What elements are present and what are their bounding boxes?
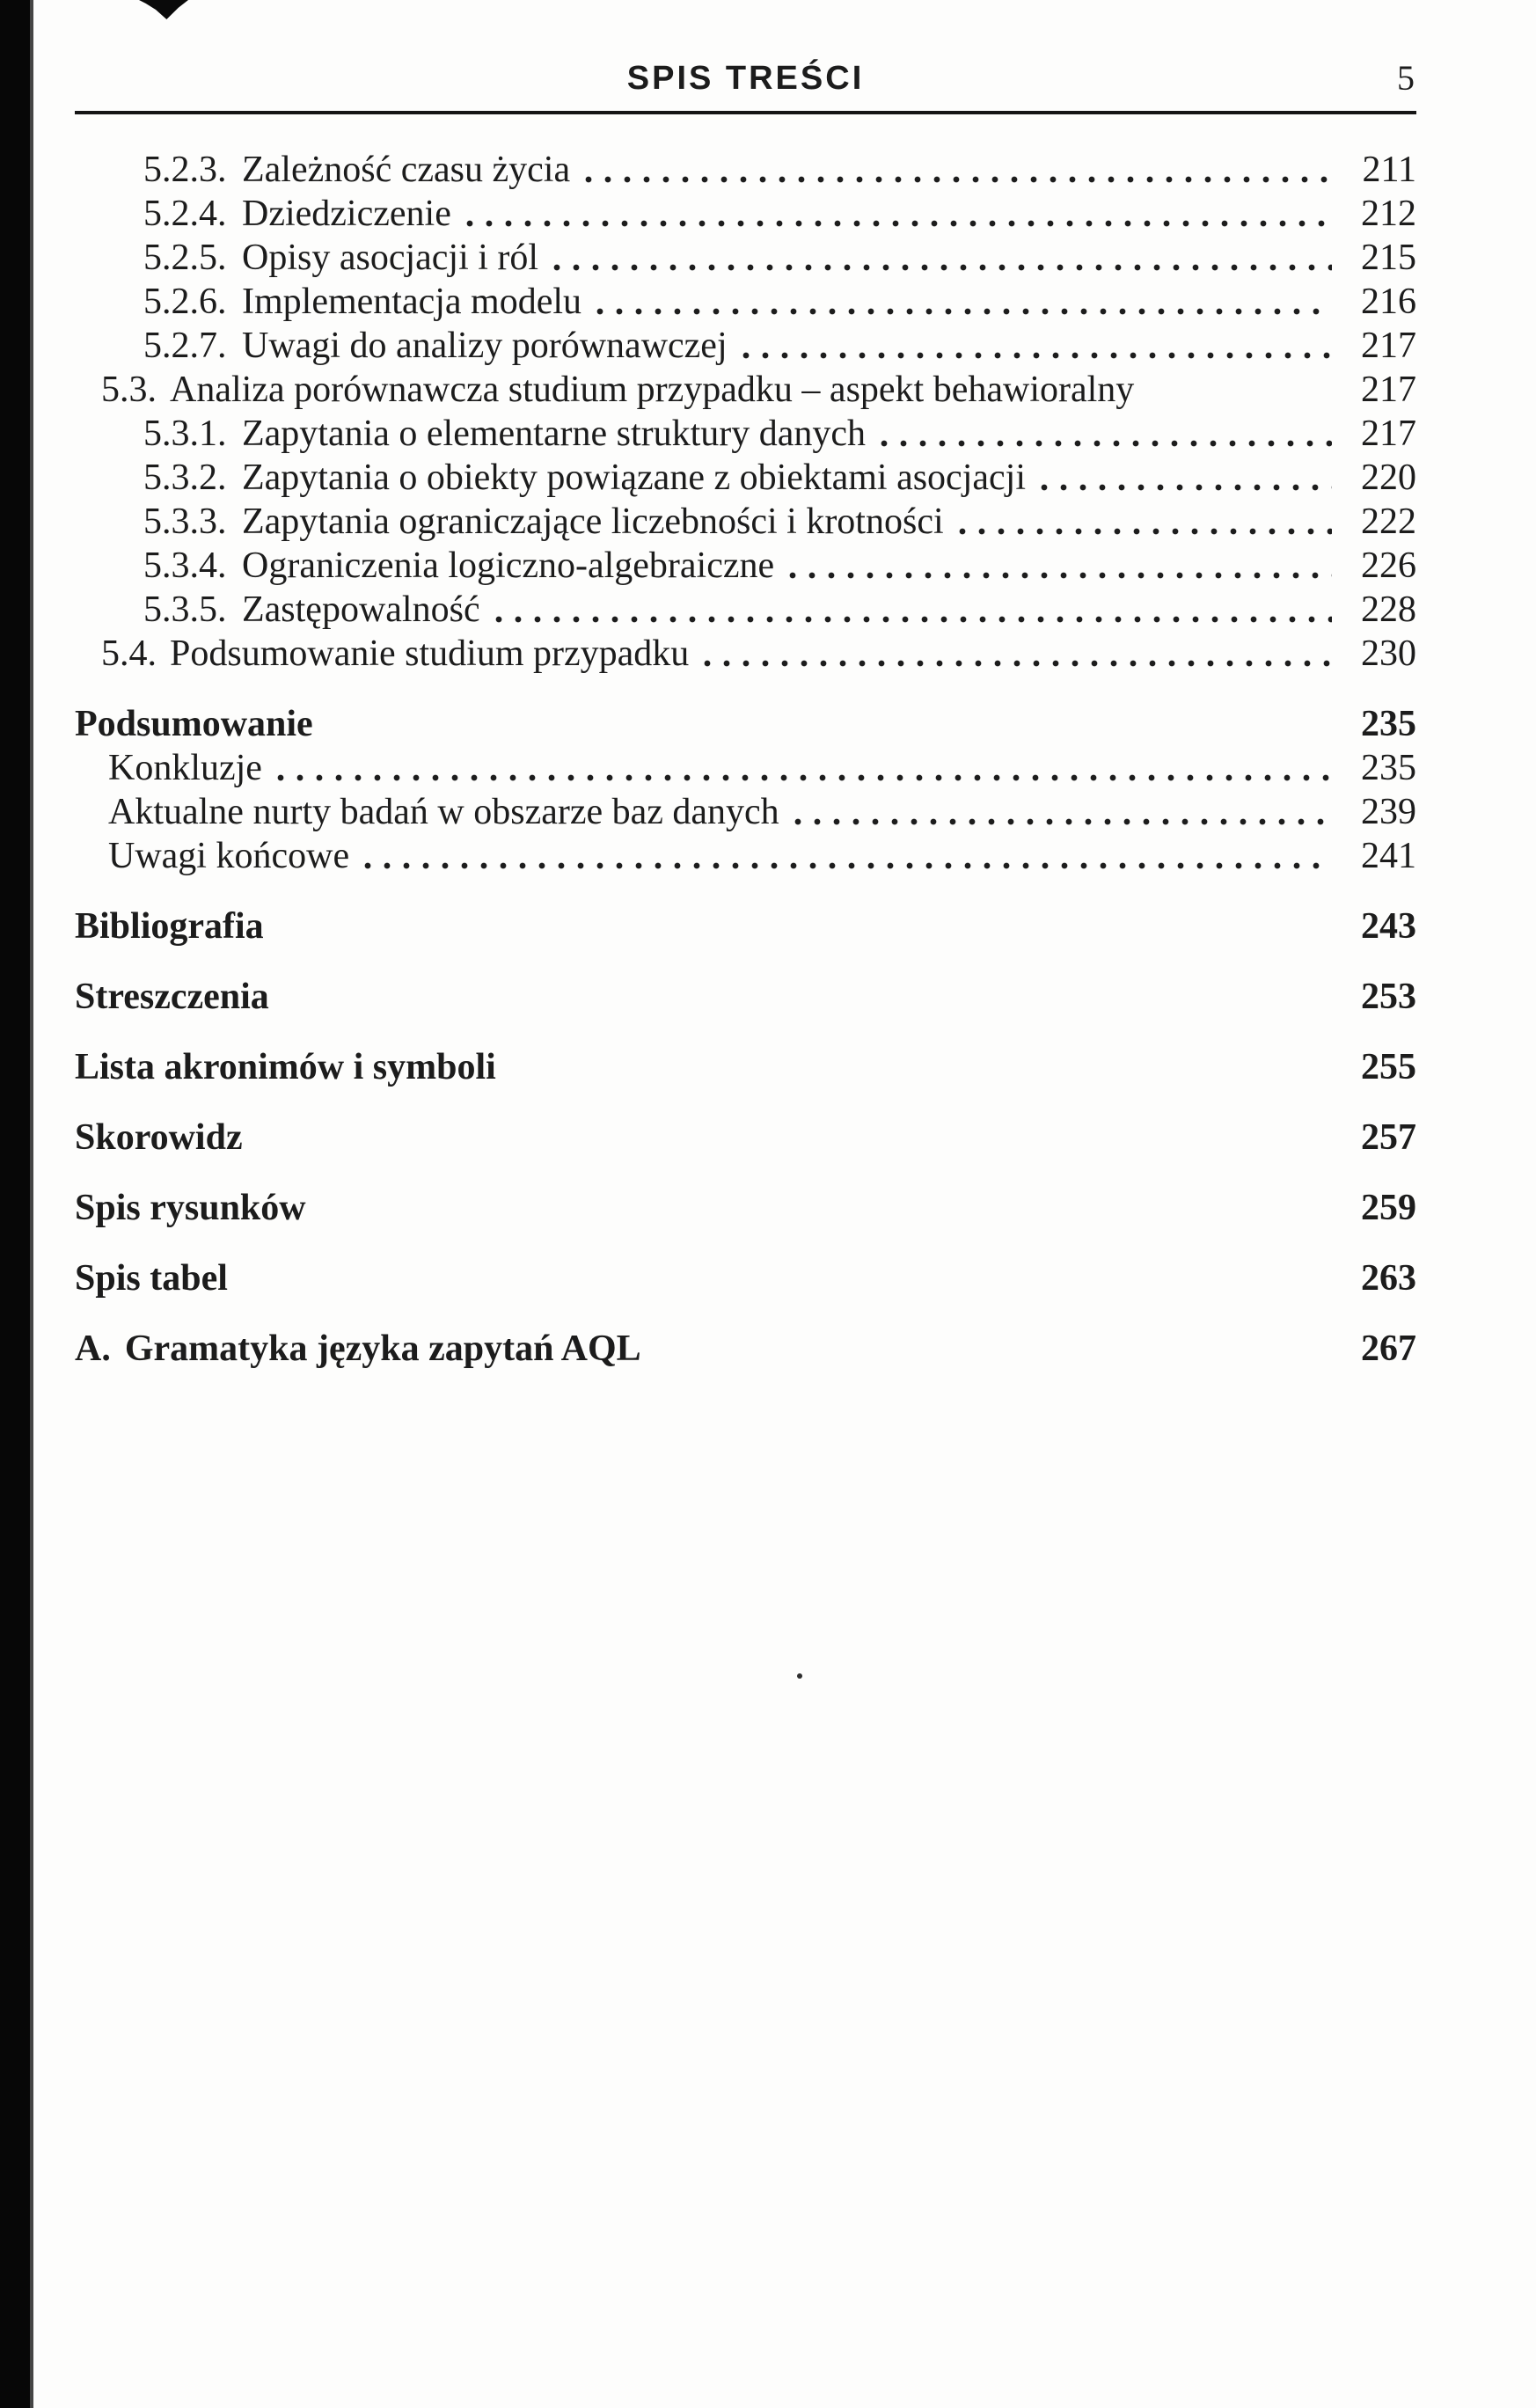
entry-title: Implementacja modelu: [242, 282, 582, 322]
entry-page: 243: [1361, 906, 1416, 947]
toc-row: [75, 702, 1416, 746]
toc-row: [75, 904, 1416, 948]
entry-page: 220: [1361, 457, 1416, 498]
toc-row: [75, 790, 1416, 834]
dotted-leader: [460, 192, 1332, 236]
entry-number: 5.2.6.: [143, 282, 227, 322]
entry-number: 5.3.2.: [143, 457, 227, 498]
entry-title: Zastępowalność: [242, 589, 480, 630]
entry-page: 235: [1361, 704, 1416, 744]
entry-page: 257: [1361, 1117, 1416, 1158]
dotted-leader: [874, 412, 1332, 456]
scan-edge-bar: [0, 0, 30, 2408]
dotted-leader: [278, 975, 1332, 1019]
entry-page: 235: [1361, 748, 1416, 788]
toc-row: [75, 632, 1416, 676]
toc-row: [75, 588, 1416, 632]
toc-row: [75, 834, 1416, 878]
toc-row: [75, 500, 1416, 544]
entry-page: 241: [1361, 836, 1416, 876]
dotted-leader: [315, 1186, 1332, 1230]
entry-title: Podsumowanie: [75, 704, 313, 744]
dotted-leader: [252, 1116, 1332, 1160]
entry-page: 255: [1361, 1047, 1416, 1087]
dotted-leader: [273, 904, 1332, 948]
entry-page: 226: [1361, 545, 1416, 586]
entry-number: 5.2.5.: [143, 238, 227, 278]
entry-title: Lista akronimów i symboli: [75, 1047, 496, 1087]
header-page-number: 5: [1397, 58, 1415, 98]
entry-number: 5.4.: [101, 633, 157, 674]
toc-row: [75, 236, 1416, 280]
dotted-leader: [579, 148, 1332, 192]
toc-row: [75, 324, 1416, 368]
entry-number: 5.3.4.: [143, 545, 227, 586]
entry-number: 5.2.4.: [143, 194, 227, 234]
entry-page: 253: [1361, 977, 1416, 1017]
entry-page: 222: [1361, 501, 1416, 542]
entry-title: Zapytania o obiekty powiązane z obiektami asocjacji: [242, 457, 1026, 498]
toc-row: [75, 1256, 1416, 1300]
toc-row: [75, 746, 1416, 790]
toc-row: [75, 368, 1416, 412]
entry-number: 5.2.7.: [143, 326, 227, 366]
entry-page: 228: [1361, 589, 1416, 630]
entry-page: 215: [1361, 238, 1416, 278]
toc-row: [75, 1045, 1416, 1089]
dotted-leader: [271, 746, 1332, 790]
entry-number: 5.3.1.: [143, 414, 227, 454]
entry-number: 5.3.3.: [143, 501, 227, 542]
entry-title: Podsumowanie studium przypadku: [170, 633, 690, 674]
scan-speck: [797, 1673, 802, 1679]
dotted-leader: [788, 790, 1332, 834]
entry-title: Bibliografia: [75, 906, 264, 947]
entry-page: 259: [1361, 1188, 1416, 1228]
entry-title: Spis tabel: [75, 1258, 228, 1299]
toc-row: [75, 1327, 1416, 1371]
entry-number: 5.2.3.: [143, 150, 227, 190]
toc-row: [75, 456, 1416, 500]
entry-page: 217: [1361, 326, 1416, 366]
dotted-leader: [650, 1327, 1332, 1371]
page-header: [75, 56, 1416, 114]
entry-number: 5.3.5.: [143, 589, 227, 630]
entry-page: 263: [1361, 1258, 1416, 1299]
toc-row: [75, 975, 1416, 1019]
entry-page: 217: [1361, 414, 1416, 454]
entry-title: Opisy asocjacji i ról: [242, 238, 539, 278]
toc-row: [75, 1116, 1416, 1160]
toc-row: [75, 544, 1416, 588]
entry-title: Uwagi końcowe: [108, 836, 350, 876]
entry-page: 239: [1361, 792, 1416, 832]
dotted-leader: [698, 632, 1332, 676]
entry-page: 211: [1362, 150, 1416, 190]
entry-page: 267: [1361, 1328, 1416, 1369]
dotted-leader: [736, 324, 1332, 368]
entry-title: Uwagi do analizy porównawczej: [242, 326, 728, 366]
toc-row: [75, 412, 1416, 456]
entry-title: Aktualne nurty badań w obszarze baz danych: [108, 792, 779, 832]
entry-title: Analiza porównawcza studium przypadku – aspekt behawioralny: [170, 370, 1135, 410]
page-content: [75, 56, 1416, 1371]
toc-row: [75, 280, 1416, 324]
entry-page: 230: [1361, 633, 1416, 674]
entry-title: Zapytania ograniczające liczebności i krotności: [242, 501, 944, 542]
entry-number: A.: [75, 1328, 111, 1369]
entry-title: Skorowidz: [75, 1117, 243, 1158]
header-title: SPIS TREŚCI: [626, 60, 865, 97]
toc-row: [75, 148, 1416, 192]
dotted-leader: [1035, 456, 1332, 500]
entry-page: 216: [1361, 282, 1416, 322]
entry-number: 5.3.: [101, 370, 157, 410]
entry-page: 212: [1361, 194, 1416, 234]
dotted-leader: [590, 280, 1332, 324]
dotted-leader: [358, 834, 1332, 878]
dotted-leader: [547, 236, 1332, 280]
dotted-leader: [322, 702, 1332, 746]
header-rule: [75, 111, 1416, 114]
entry-title: Konkluzje: [108, 748, 262, 788]
scan-artifact-top: [139, 0, 188, 19]
entry-title: Zależność czasu życia: [242, 150, 571, 190]
toc-row: [75, 192, 1416, 236]
entry-title: Dziedziczenie: [242, 194, 451, 234]
dotted-leader: [237, 1256, 1332, 1300]
toc-row: [75, 1186, 1416, 1230]
entry-title: Zapytania o elementarne struktury danych: [242, 414, 867, 454]
entry-page: 217: [1361, 370, 1416, 410]
dotted-leader: [783, 544, 1332, 588]
dotted-leader: [505, 1045, 1332, 1089]
dotted-leader: [953, 500, 1332, 544]
entry-title: Gramatyka języka zapytań AQL: [124, 1328, 641, 1369]
dotted-leader: [489, 588, 1332, 632]
entry-title: Streszczenia: [75, 977, 269, 1017]
entry-title: Ograniczenia logiczno-algebraiczne: [242, 545, 775, 586]
entry-title: Spis rysunków: [75, 1188, 306, 1228]
toc-list: [75, 148, 1416, 1371]
dotted-leader: [1143, 368, 1332, 412]
